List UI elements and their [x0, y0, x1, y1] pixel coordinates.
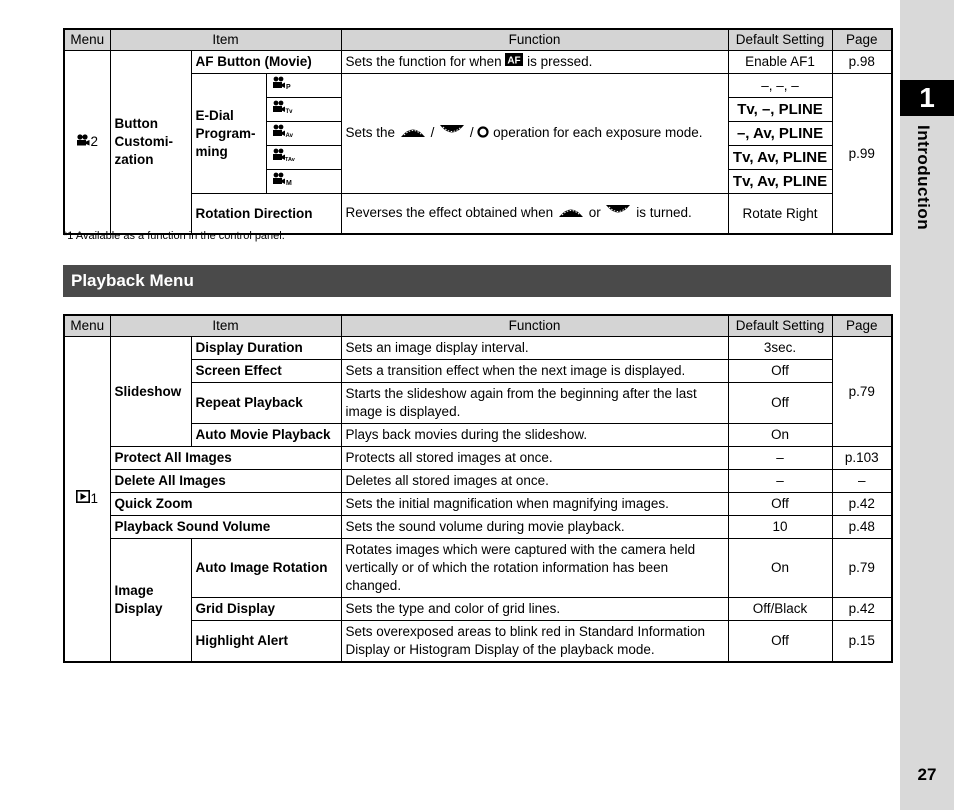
default-quick-zoom: Off — [728, 493, 832, 516]
item-auto-image-rotation: Auto Image Rotation — [191, 539, 341, 598]
default-grid-display: Off/Black — [728, 598, 832, 621]
default-display-duration: 3sec. — [728, 337, 832, 360]
page-slideshow: p.79 — [832, 337, 892, 447]
button-customization-table — [63, 28, 893, 235]
playback-icon — [76, 490, 90, 508]
default-protect-all: – — [728, 447, 832, 470]
svg-text:P: P — [285, 84, 291, 91]
movie-m-mode-icon — [271, 172, 293, 191]
default-auto-movie-playback: On — [728, 424, 832, 447]
item-delete-all: Delete All Images — [110, 470, 341, 493]
page-grid-display: p.42 — [832, 598, 892, 621]
svg-text:TAv: TAv — [284, 157, 295, 163]
table-row — [64, 539, 892, 598]
table-row — [64, 516, 892, 539]
item-rotation-direction: Rotation Direction — [191, 194, 341, 234]
movie-tv-mode-icon — [271, 100, 293, 119]
page-number: 27 — [917, 765, 937, 784]
footnote: *1 Available as a function in the control panel. — [63, 230, 285, 242]
group-button-customization: Button Customi- zation — [110, 51, 191, 234]
rear-dial-icon — [604, 204, 632, 223]
default-edial-av: –, Av, PLINE — [728, 122, 832, 146]
header-default: Default Setting — [728, 29, 832, 51]
function-auto-movie-playback: Plays back movies during the slideshow. — [341, 424, 728, 447]
page-af-button: p.98 — [832, 51, 892, 74]
movie-tav-mode-icon — [271, 148, 295, 167]
table-header-row — [64, 29, 892, 51]
function-auto-image-rotation: Rotates images which were captured with the camera held vertically or of which the rotation information has been changed. — [341, 539, 728, 598]
header-function: Function — [341, 315, 728, 337]
default-highlight-alert: Off — [728, 621, 832, 663]
menu-cell: 1 — [64, 337, 110, 663]
default-delete-all: – — [728, 470, 832, 493]
item-grid-display: Grid Display — [191, 598, 341, 621]
table-row — [64, 470, 892, 493]
function-repeat-playback: Starts the slideshow again from the beginning after the last image is displayed. — [341, 383, 728, 424]
item-playback-sound-volume: Playback Sound Volume — [110, 516, 341, 539]
header-page: Page — [832, 29, 892, 51]
default-edial-m: Tv, Av, PLINE — [728, 170, 832, 194]
header-item: Item — [110, 29, 341, 51]
default-playback-sound-volume: 10 — [728, 516, 832, 539]
rear-dial-icon — [438, 124, 466, 143]
table-header-row — [64, 315, 892, 337]
item-highlight-alert: Highlight Alert — [191, 621, 341, 663]
front-dial-icon — [399, 124, 427, 143]
item-edial-programming: E-Dial Program- ming — [191, 74, 266, 194]
item-repeat-playback: Repeat Playback — [191, 383, 341, 424]
default-af-button: Enable AF1 — [728, 51, 832, 74]
default-rotation: Rotate Right — [728, 194, 832, 234]
movie-p-mode-icon — [271, 76, 293, 95]
default-edial-tv: Tv, –, PLINE — [728, 98, 832, 122]
playback-menu-table — [63, 314, 893, 663]
default-edial-p: –, –, – — [728, 74, 832, 98]
function-protect-all: Protects all stored images at once. — [341, 447, 728, 470]
svg-text:Tv: Tv — [285, 109, 293, 115]
item-protect-all: Protect All Images — [110, 447, 341, 470]
function-grid-display: Sets the type and color of grid lines. — [341, 598, 728, 621]
page-highlight-alert: p.15 — [832, 621, 892, 663]
svg-text:M: M — [285, 180, 292, 187]
movie-av-mode-icon — [271, 124, 293, 143]
page-quick-zoom: p.42 — [832, 493, 892, 516]
svg-text:AF: AF — [507, 55, 522, 67]
front-dial-icon — [557, 204, 585, 223]
chapter-side-tab — [900, 0, 954, 810]
page-protect-all: p.103 — [832, 447, 892, 470]
header-item: Item — [110, 315, 341, 337]
chapter-label: Introduction — [914, 125, 933, 231]
default-repeat-playback: Off — [728, 383, 832, 424]
page-edial: p.99 — [832, 74, 892, 234]
default-auto-image-rotation: On — [728, 539, 832, 598]
item-screen-effect: Screen Effect — [191, 360, 341, 383]
table-row — [64, 337, 892, 360]
table-row — [64, 447, 892, 470]
movie-camera-icon — [76, 133, 90, 151]
mode-icon-cell — [266, 122, 341, 146]
function-rotation: Reverses the effect obtained when or is turned. — [341, 194, 728, 234]
function-edial: Sets the / / operation for each exposure mode. — [341, 74, 728, 194]
mode-icon-cell — [266, 170, 341, 194]
menu-cell: 2 — [64, 51, 110, 234]
page-playback-sound-volume: p.48 — [832, 516, 892, 539]
group-slideshow: Slideshow — [110, 337, 191, 447]
mode-icon-cell — [266, 98, 341, 122]
function-highlight-alert: Sets overexposed areas to blink red in Standard Information Display or Histogram Display of the playback mode. — [341, 621, 728, 663]
page-delete-all: – — [832, 470, 892, 493]
default-screen-effect: Off — [728, 360, 832, 383]
group-image-display: Image Display — [110, 539, 191, 663]
function-af-button: Sets the function for when AF is pressed. — [341, 51, 728, 74]
function-delete-all: Deletes all stored images at once. — [341, 470, 728, 493]
header-menu: Menu — [64, 315, 110, 337]
default-edial-tav: Tv, Av, PLINE — [728, 146, 832, 170]
section-title: Playback Menu — [63, 265, 891, 297]
table-row — [64, 51, 892, 74]
mode-icon-cell — [266, 146, 341, 170]
function-display-duration: Sets an image display interval. — [341, 337, 728, 360]
mode-icon-cell — [266, 74, 341, 98]
item-af-button: AF Button (Movie) — [191, 51, 341, 74]
item-quick-zoom: Quick Zoom — [110, 493, 341, 516]
page-auto-image-rotation: p.79 — [832, 539, 892, 598]
item-display-duration: Display Duration — [191, 337, 341, 360]
header-menu: Menu — [64, 29, 110, 51]
header-page: Page — [832, 315, 892, 337]
af-button-icon — [505, 53, 523, 71]
chapter-number: 1 — [900, 80, 954, 116]
function-screen-effect: Sets a transition effect when the next image is displayed. — [341, 360, 728, 383]
svg-text:Av: Av — [285, 133, 293, 139]
function-playback-sound-volume: Sets the sound volume during movie playback. — [341, 516, 728, 539]
table-row — [64, 493, 892, 516]
item-auto-movie-playback: Auto Movie Playback — [191, 424, 341, 447]
header-default: Default Setting — [728, 315, 832, 337]
green-button-icon — [477, 125, 489, 143]
function-quick-zoom: Sets the initial magnification when magnifying images. — [341, 493, 728, 516]
header-function: Function — [341, 29, 728, 51]
